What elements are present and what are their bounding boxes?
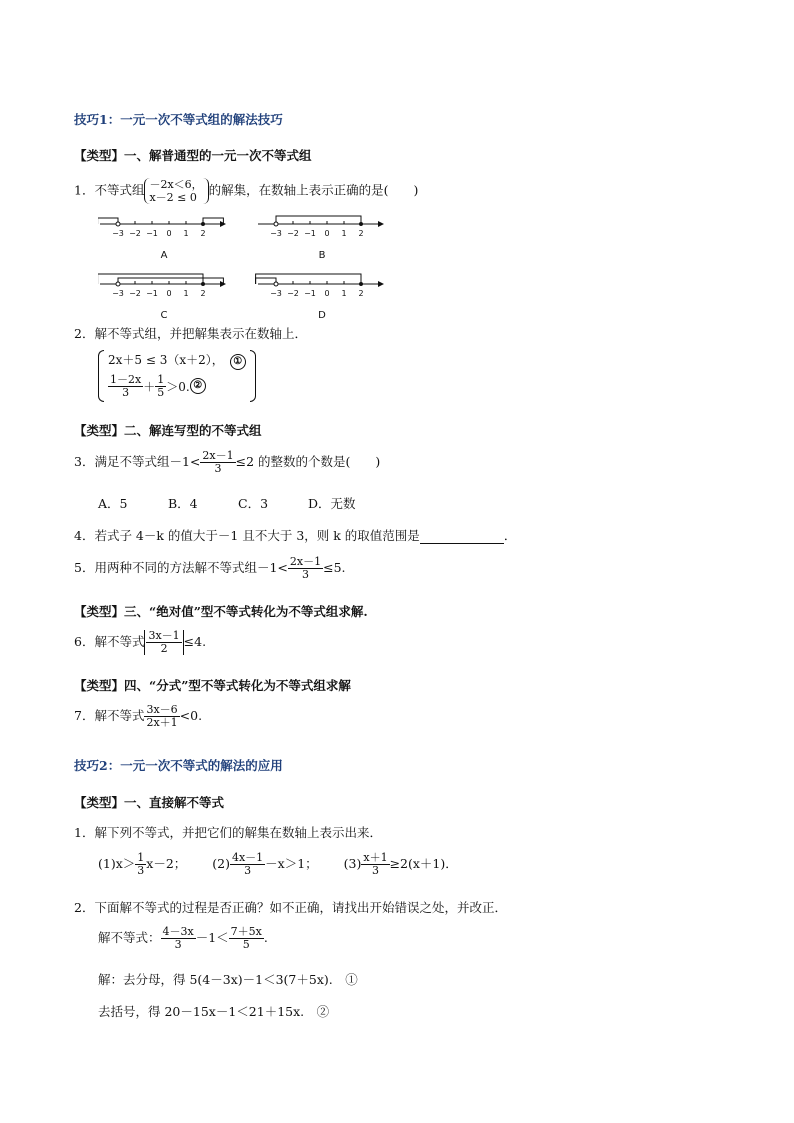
solution-ray [276,216,361,224]
question-9: 2．下面解不等式的过程是否正确？如不正确，请找出开始错误之处，并改正． [74,900,507,915]
section-title-2: 技巧2：一元一次不等式的解法的应用 [74,758,283,773]
tick-label: 0 [166,229,172,238]
open-dot [116,222,120,226]
tick-label: −2 [129,289,141,298]
number-line-options [98,206,398,318]
option-label: D [318,310,326,318]
q3-options [98,496,356,512]
tick-label: −1 [304,229,316,238]
q8-parts: (1)x＞ $\frac{1}{3}$ x－2； (2) $\frac{4x-1}{3}$ －x＞1； (3) $\frac{x+1}{3}$ ≥2(x＋1)． [98,851,458,877]
inequality-system-q2: 2x＋5 ≤ 3（x＋2）， ① $\frac{1-2x}{3}$ ＋ $\frac{1}{5}$ ＞0. ② [98,350,256,402]
tick-label: 1 [183,289,189,298]
question-1: 1．不等式组 －2x＜6， x－2 ≤ 0 的解集，在数轴上表示正确的是( ) [74,178,419,204]
question-number: 1． [74,182,95,198]
closed-dot [359,282,363,286]
axis-arrow [378,221,384,227]
tick-label: −1 [146,289,158,298]
question-7: 7．解不等式 $\frac{3x-6}{2x+1}$ <0. [74,703,203,729]
tick-label: −3 [270,289,282,298]
question-8: 1．解下列不等式，并把它们的解集在数轴上表示出来． [74,825,382,840]
question-number: 1． [74,825,95,840]
type-heading-1: 【类型】一、解普通型的一元一次不等式组 [74,148,312,163]
open-dot [274,222,278,226]
tick-label: 1 [341,229,347,238]
type-heading-3: 【类型】三、“绝对值”型不等式转化为不等式组求解. [74,604,368,619]
tick-label: −2 [129,229,141,238]
circled-one: ① [230,354,246,370]
circled-two: ② [190,378,206,394]
closed-dot [201,222,205,226]
question-number: 7． [74,708,95,723]
question-3: 3．满足不等式组－1< $\frac{2x-1}{3}$ ≤2 的整数的个数是( ) [74,449,381,475]
open-dot [116,282,120,286]
question-number: 6． [74,634,95,649]
question-6: 6．解不等式 $\frac{3x-1}{2}$ ≤4. [74,629,207,655]
option-label: C [160,310,168,318]
tick-label: 2 [358,229,364,238]
solution-ray [98,274,203,284]
question-4: 4．若式子 4－k 的值大于－1 且不大于 3，则 k 的取值范围是 ． [74,528,517,543]
tick-label: 2 [358,289,364,298]
tick-label: −3 [270,229,282,238]
tick-label: −2 [287,289,299,298]
solution-ray [98,218,118,224]
closed-dot [359,222,363,226]
closed-dot [201,282,205,286]
absolute-value: $\frac{3x-1}{2}$ [144,630,183,655]
tick-label: −3 [112,229,124,238]
tick-label: −2 [287,229,299,238]
option-a: A．5 [98,496,128,511]
question-5: 5．用两种不同的方法解不等式组－1< $\frac{2x-1}{3}$ ≤5. [74,555,346,581]
option-label: A [160,250,168,261]
answer-blank [420,531,504,544]
question-number: 3． [74,454,95,469]
option-b: B．4 [168,496,198,511]
tick-label: 2 [200,289,206,298]
tick-label: 0 [324,229,330,238]
tick-label: 1 [183,229,189,238]
question-number: 5． [74,560,95,575]
option-label: B [318,250,326,261]
open-dot [274,282,278,286]
tick-label: 0 [166,289,172,298]
option-d: D．无数 [308,496,356,511]
tick-label: −1 [146,229,158,238]
tick-label: 1 [341,289,347,298]
question-2: 2．解不等式组，并把解集表示在数轴上． [74,326,307,341]
question-number: 2． [74,900,95,915]
tick-label: 0 [324,289,330,298]
q9-line-1: 解不等式： $\frac{4-3x}{3}$ －1＜ $\frac{7+5x}{5}$ . [98,925,268,951]
solution-ray [118,278,223,284]
type-heading-4: 【类型】四、“分式”型不等式转化为不等式组求解 [74,678,351,693]
section-title-1: 技巧1：一元一次不等式组的解法技巧 [74,112,283,127]
type-heading-2: 【类型】二、解连写型的不等式组 [74,423,262,438]
option-c: C．3 [238,496,269,511]
inequality-system: －2x＜6， x－2 ≤ 0 [144,178,202,204]
q9-line-2: 解：去分母，得 5(4－3x)－1＜3(7＋5x). ① [98,972,358,987]
question-number: 4． [74,528,95,543]
tick-label: −3 [112,289,124,298]
tick-label: −1 [304,289,316,298]
type-heading-5: 【类型】一、直接解不等式 [74,795,225,810]
tick-label: 2 [200,229,206,238]
solution-ray [256,278,276,284]
q9-line-3: 去括号，得 20－15x－1＜21＋15x. ② [98,1004,330,1019]
solution-ray [256,274,361,284]
axis-arrow [378,281,384,287]
question-number: 2． [74,326,95,341]
